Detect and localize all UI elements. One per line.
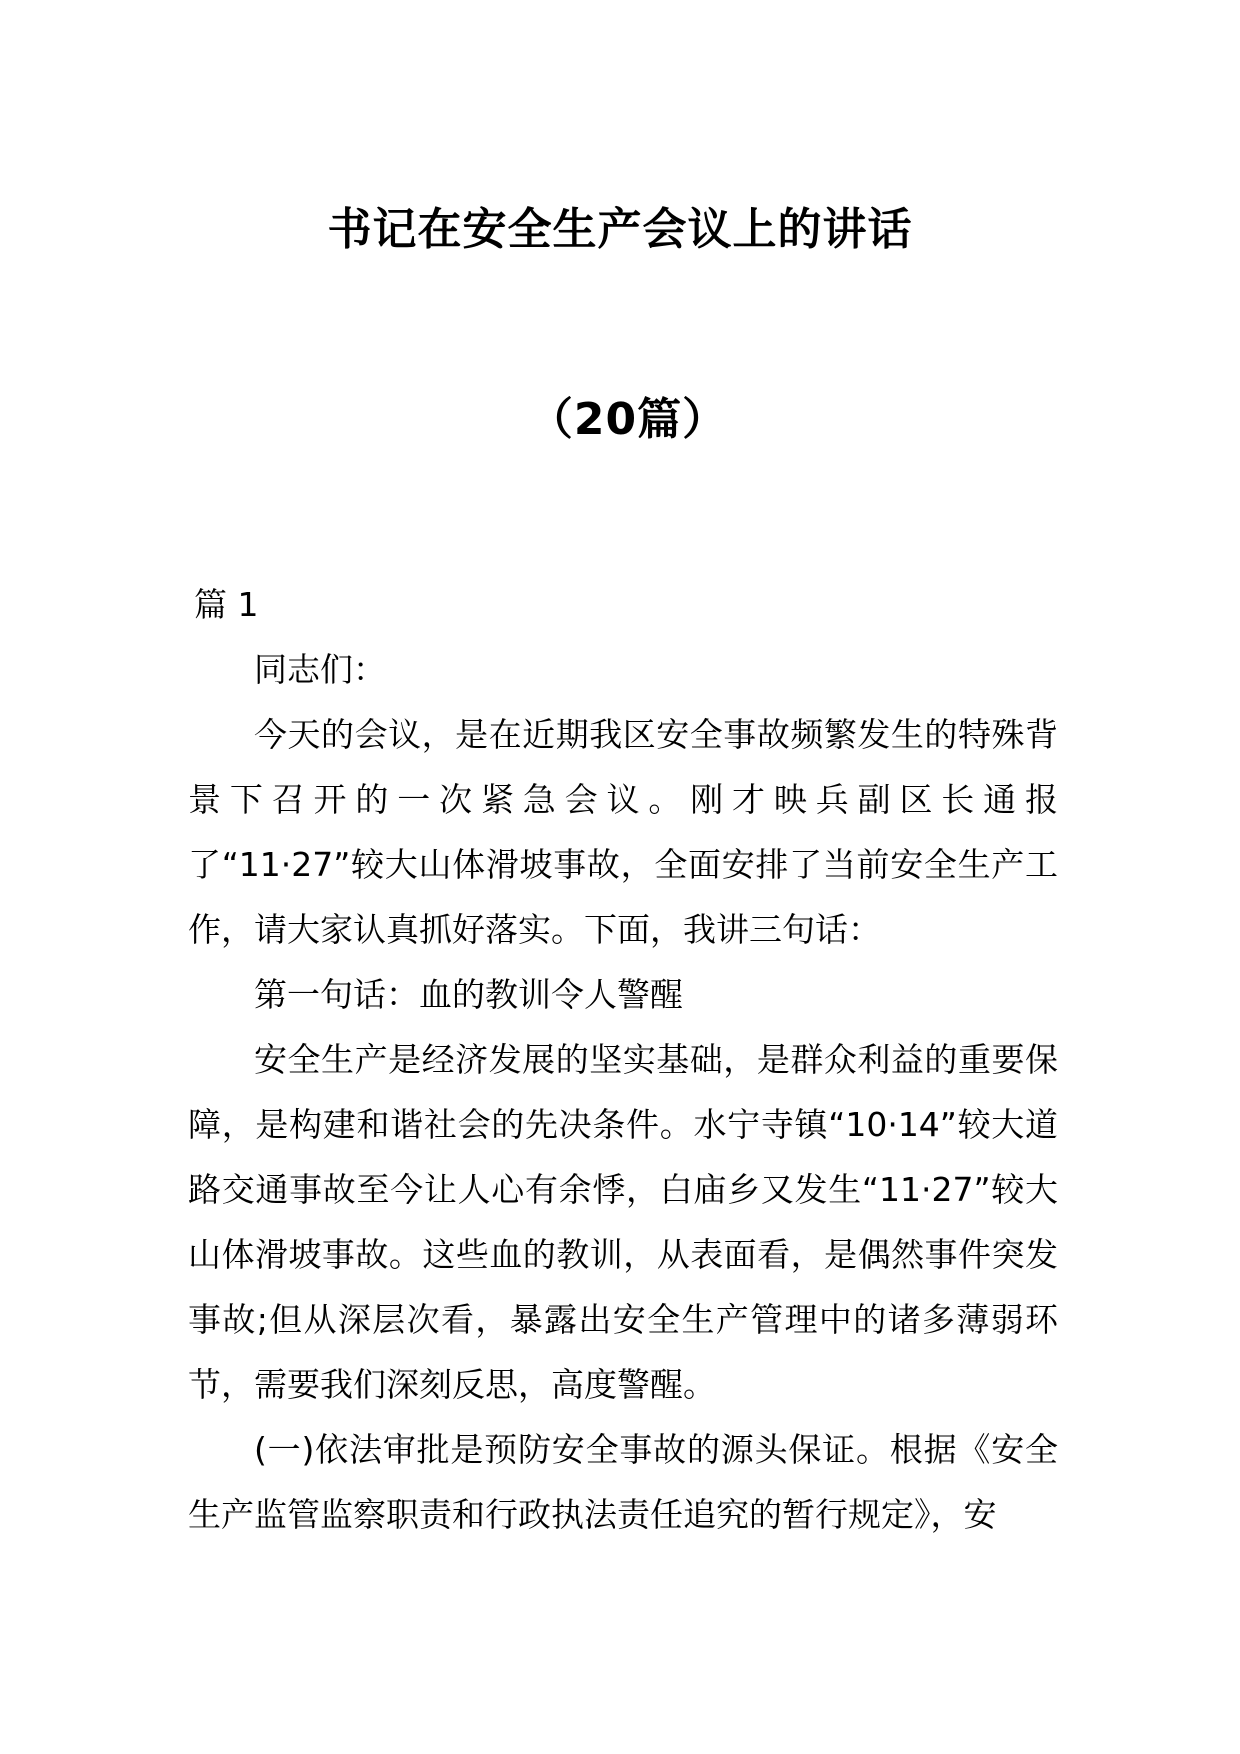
- paragraph-salutation: 同志们：: [254, 650, 386, 689]
- document-subtitle: （20篇）: [528, 394, 728, 445]
- document-body: [188, 572, 1058, 1547]
- chapter-label: 篇 1: [194, 585, 259, 624]
- paragraph-intro: 今天的会议，是在近期我区安全事故频繁发生的特殊背景下召开的一次紧急会议。刚才映兵副区长通报了“11·27”较大山体滑坡事故，全面安排了当前安全生产工作，请大家认真抓好落实。下面，我讲三句话：: [188, 715, 1058, 949]
- document-title: 书记在安全生产会议上的讲话: [327, 204, 913, 255]
- paragraph-subpoint: (一)依法审批是预防安全事故的源头保证。根据《安全生产监管监察职责和行政执法责任追究的暂行规定》，安: [188, 1430, 1058, 1534]
- paragraph-body: 安全生产是经济发展的坚实基础，是群众利益的重要保障，是构建和谐社会的先决条件。水宁寺镇“10·14”较大道路交通事故至今让人心有余悸，白庙乡又发生“11·27”较大山体滑坡事故。这些血的教训，从表面看，是偶然事件突发事故;但从深层次看，暴露出安全生产管理中的诸多薄弱环节，需要我们深刻反思，高度警醒。: [188, 1040, 1058, 1404]
- section-heading: 第一句话：血的教训令人警醒: [254, 975, 683, 1014]
